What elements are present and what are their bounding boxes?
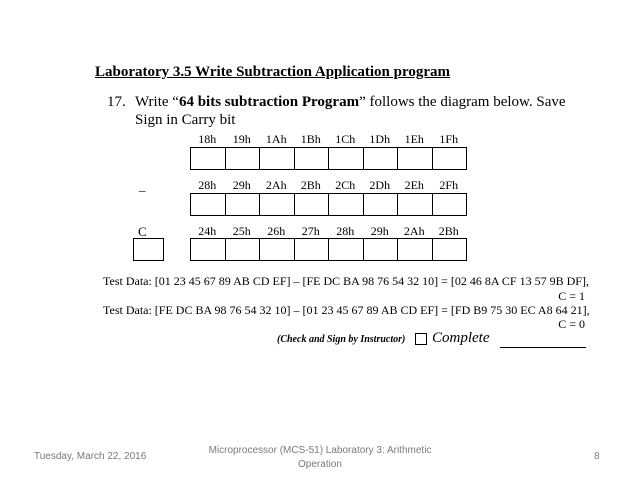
address-label: 1Dh <box>369 132 391 146</box>
address-label: 28h <box>336 224 355 238</box>
address-label: 1Ch <box>335 132 356 146</box>
lab-title: Laboratory 3.5 Write Subtraction Application program <box>95 64 451 80</box>
carry-label: C <box>138 224 147 239</box>
address-label: 2Ah <box>265 178 287 192</box>
address-label: 27h <box>301 224 320 238</box>
address-label: 18h <box>198 132 217 146</box>
footer-course: Microprocessor (MCS-51) Laboratory 3: Arithmetic Operation <box>208 445 432 470</box>
memory-cell <box>397 238 433 261</box>
address-label: 1Fh <box>439 132 459 146</box>
carry-cell <box>133 238 164 261</box>
question-text-bold: 64 bits subtraction Program <box>178 94 360 110</box>
memory-cell <box>397 147 433 170</box>
row1-address-labels <box>190 132 466 147</box>
footer-date: Tuesday, March 22, 2016 <box>34 451 147 462</box>
test-data-line-2: Test Data: [FE DC BA 98 76 54 32 10] – [01 23 45 67 89 AB CD EF] = [FD B9 75 30 EC A8 64 21], <box>103 303 590 317</box>
address-label: 1Ah <box>265 132 287 146</box>
test-data-line-1: Test Data: [01 23 45 67 89 AB CD EF] – [FE DC BA 98 76 54 32 10] = [02 46 8A CF 13 57 9B DF], <box>103 274 589 288</box>
memory-cell <box>363 238 399 261</box>
address-label: 25h <box>232 224 251 238</box>
memory-cell <box>259 193 295 216</box>
test-data-carry-2: C = 0 <box>558 317 585 331</box>
memory-cell <box>328 193 364 216</box>
memory-cell <box>363 147 399 170</box>
instructor-note: (Check and Sign by Instructor) <box>277 334 406 345</box>
address-label: 2Dh <box>369 178 391 192</box>
memory-cell <box>225 147 261 170</box>
question-text-pre: Write “ <box>135 94 179 110</box>
memory-cell <box>294 193 330 216</box>
memory-cell <box>259 238 295 261</box>
question-text-post: ” follows the diagram below. Save <box>359 94 566 110</box>
minus-label: _ <box>139 178 146 193</box>
address-label: 28h <box>198 178 217 192</box>
memory-cell <box>259 147 295 170</box>
address-label: 19h <box>232 132 251 146</box>
address-label: 1Bh <box>300 132 321 146</box>
memory-cell <box>432 238 468 261</box>
row3-address-labels <box>190 224 466 239</box>
memory-cell <box>432 147 468 170</box>
complete-checkbox[interactable] <box>415 333 427 345</box>
row3-memory-cells <box>190 238 466 261</box>
address-label: 1Eh <box>404 132 424 146</box>
memory-cell <box>328 147 364 170</box>
memory-cell <box>294 238 330 261</box>
address-label: 2Bh <box>300 178 321 192</box>
address-label: 2Fh <box>439 178 459 192</box>
address-label: 2Ch <box>335 178 356 192</box>
address-label: 24h <box>198 224 217 238</box>
memory-cell <box>397 193 433 216</box>
question-text-line2: Sign in Carry bit <box>135 112 236 128</box>
memory-cell <box>328 238 364 261</box>
row2-memory-cells <box>190 193 466 216</box>
memory-cell <box>363 193 399 216</box>
complete-label: Complete <box>432 330 490 346</box>
address-label: 29h <box>232 178 251 192</box>
address-label: 2Eh <box>404 178 424 192</box>
memory-cell <box>190 147 226 170</box>
question-number: 17. <box>107 94 126 110</box>
memory-cell <box>432 193 468 216</box>
memory-cell <box>190 193 226 216</box>
address-label: 26h <box>267 224 286 238</box>
memory-cell <box>225 238 261 261</box>
page-number: 8 <box>594 451 600 462</box>
address-label: 2Bh <box>438 224 459 238</box>
row1-memory-cells <box>190 147 466 170</box>
test-data-carry-1: C = 1 <box>558 289 585 303</box>
question-text-line1 <box>135 94 566 111</box>
memory-cell <box>294 147 330 170</box>
signature-line <box>500 347 586 348</box>
row2-address-labels <box>190 178 466 193</box>
memory-cell <box>225 193 261 216</box>
memory-cell <box>190 238 226 261</box>
address-label: 2Ah <box>403 224 425 238</box>
address-label: 29h <box>370 224 389 238</box>
